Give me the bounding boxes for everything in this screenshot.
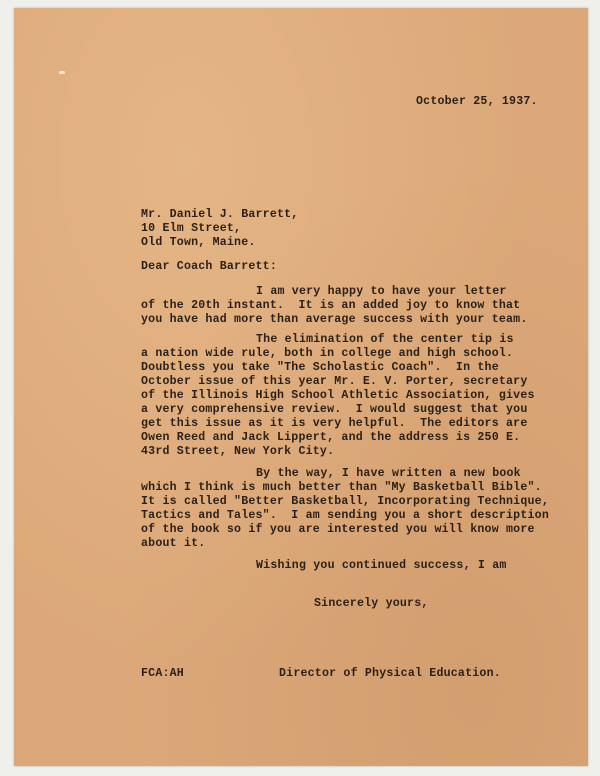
paragraph-2-line-9: 43rd Street, New York City.	[141, 445, 335, 458]
recipient-name: Mr. Daniel J. Barrett,	[141, 208, 299, 221]
paragraph-3-line-1: By the way, I have written a new book	[256, 467, 521, 480]
paragraph-2-line-8: Owen Reed and Jack Lippert, and the address is 250 E.	[141, 431, 521, 444]
complimentary-close: Sincerely yours,	[314, 597, 429, 610]
paragraph-3-line-2: which I think is much better than "My Basketball Bible".	[141, 481, 542, 494]
paragraph-1-line-1: I am very happy to have your letter	[256, 285, 507, 298]
paragraph-3-line-3: It is called "Better Basketball, Incorporating Technique,	[141, 495, 549, 508]
recipient-city: Old Town, Maine.	[141, 236, 256, 249]
paragraph-2-line-7: get this issue as it is very helpful. The editors are	[141, 417, 528, 430]
paragraph-3-line-5: of the book so if you are interested you will know more	[141, 523, 535, 536]
paragraph-2-line-5: of the Illinois High School Athletic Association, gives	[141, 389, 535, 402]
letter-date: October 25, 1937.	[416, 95, 538, 108]
typist-initials: FCA:AH	[141, 667, 184, 680]
paragraph-3-line-4: Tactics and Tales". I am sending you a short description	[141, 509, 549, 522]
paragraph-1-line-2: of the 20th instant. It is an added joy to know that	[141, 299, 521, 312]
paragraph-2-line-1: The elimination of the center tip is	[256, 333, 514, 346]
salutation: Dear Coach Barrett:	[141, 260, 277, 273]
paragraph-2-line-4: October issue of this year Mr. E. V. Porter, secretary	[141, 375, 528, 388]
paragraph-2-line-3: Doubtless you take "The Scholastic Coach". In the	[141, 361, 499, 374]
paragraph-2-line-6: a very comprehensive review. I would suggest that you	[141, 403, 528, 416]
recipient-street: 10 Elm Street,	[141, 222, 242, 235]
paper-blemish	[59, 71, 65, 74]
closing-wish: Wishing you continued success, I am	[256, 559, 507, 572]
paragraph-2-line-2: a nation wide rule, both in college and high school.	[141, 347, 514, 360]
paragraph-1-line-3: you have had more than average success with your team.	[141, 313, 528, 326]
paragraph-3-line-6: about it.	[141, 537, 206, 550]
signer-title: Director of Physical Education.	[279, 667, 501, 680]
